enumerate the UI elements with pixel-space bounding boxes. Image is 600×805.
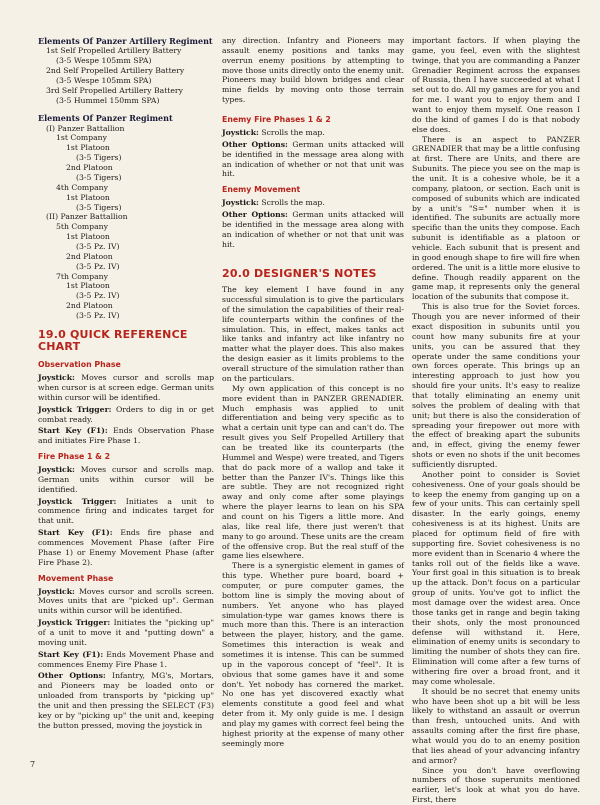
oob-panzer-list [38, 124, 214, 321]
oob-line: (II) Panzer Battallion [46, 212, 128, 222]
oob-line: (I) Panzer Battallion [46, 123, 125, 133]
oob-line: 1st Platoon [66, 192, 110, 202]
designers-notes-title: 20.0 DESIGNER'S NOTES [222, 266, 377, 280]
oob-artillery-list [38, 46, 214, 105]
oob-line: (3-5 Pz. IV) [76, 261, 120, 271]
designers-notes-paragraph: The key element I have found in any successful simulation is to give the particulars of the simulation the capabilities of their real-life counterparts within the confines of the simulation. This, in effect, makes tanks act like tanks and infantry act like infantry no matter what the player does. This also makes the design easier as it limits problems to the overall structure of the simulation rather than on the particulars. [222, 285, 404, 383]
observation-phase-title: Observation Phase [38, 360, 121, 370]
designers-notes-paragraph: Since you don't have overflowing numbers of those superunits mentioned earlier, let's look at what you do have. First, there [412, 765, 580, 805]
designers-notes-paragraph: It should be no secret that enemy units who have been shot up a bit will be less likely to withstand an assault or overrun than fresh, untouched units. And with assaults coming after the first fire phase, what would you do to an enemy position that lies ahead of your advancing infantry and armor? [412, 686, 580, 765]
oob-line: (3-5 Pz. IV) [76, 310, 120, 320]
column-middle [222, 36, 404, 749]
oob-line: 1st Platoon [66, 281, 110, 291]
oob-line: 3rd Self Propelled Artillery Battery [46, 85, 183, 95]
fire-joystick: Joystick: Moves cursor and scrolls map. German units within cursor will be identified. [38, 465, 214, 494]
oob-artillery-title: Elements Of Panzer Artillery Regiment [38, 36, 213, 46]
oob-panzer-title: Elements Of Panzer Regiment [38, 113, 173, 124]
oob-line: 2nd Platoon [66, 301, 113, 311]
designers-notes-paragraph: There is an aspect to PANZER GRENADIER that may be a little confusing at first. There are Units, and there are Subunits. The piece you see on the map is the unit. It is a cohesive whole, be it a company, platoon, or section. Each unit is composed of subunits which are indicated by a unit's "S=" number when it is identified. The subunits are actually more specific than the units they compose. Each subunit is identifiable as a platoon or vehicle. Each subunit that is present and in good enough shape to fire will fire when ordered. The unit is a little more elusive to define. Though readily apparent on the game map, it represents only the general location of the subunits that compose it. [412, 134, 580, 302]
designers-notes-paragraph: Another point to consider is Soviet cohesiveness. One of your goals should be to keep the enemy from ganging up on a few of your units. This can certainly spell disaster. In the early goings, enemy cohesiveness is at its highest. Units are placed for optimum field of fire with supporting fire. Soviet cohesiveness is no more evident than in Scenario 4 where the tanks roll out of the fields like a wave. Your first goal in this situation is to break up the attack. Don't focus on a particular group of units. You've got to inflict the most damage over the widest area. Once those tanks get in range and begin taking their shots, only the most pronounced defense will withstand it. Here, elimination of enemy units is secondary to limiting the number of shots they can fire. Elimination will come after a few turns of withering fire over a broad front, and it may come wholesale. [412, 469, 580, 686]
fire-trigger: Joystick Trigger: Initiates a unit to commence firing and indicates target for that unit. [38, 496, 215, 526]
oob-line: (3-5 Tigers) [76, 153, 122, 163]
movement-phase-title: Movement Phase [38, 573, 114, 583]
oob-line: (3-5 Wespe 105mm SPA) [56, 56, 152, 66]
movement-joystick: Joystick: Moves cursor and scrolls screen. Moves units that are "picked up". German units within cursor will be identified. [38, 586, 214, 616]
fire-phase-title: Fire Phase 1 & 2 [38, 452, 111, 462]
movement-options-continued: any direction. Infantry and Pioneers may assault enemy positions and tanks may overrun enemy positions by attempting to move those units directly onto the enemy unit. Pioneers may build blown bridges and clear mine fields by moving onto those terrain types. [222, 36, 404, 105]
column-left [38, 36, 214, 733]
observation-trigger: Joystick Trigger: Orders to dig in or get combat ready. [38, 404, 214, 424]
oob-line: 7th Company [56, 271, 108, 281]
oob-line: (3-5 Hummel 150mm SPA) [56, 95, 160, 105]
movement-startkey: Start Key (F1): Ends Movement Phase and commences Enemy Fire Phase 1. [38, 649, 214, 669]
column-right [412, 36, 580, 805]
oob-line: 2nd Platoon [66, 163, 113, 173]
oob-line: (3-5 Tigers) [76, 202, 122, 212]
movement-trigger: Joystick Trigger: Initiates the "picking up" of a unit to move it and "putting down" a moving unit. [38, 618, 215, 647]
enemy-movement-joystick: Joystick: Scrolls the map. [222, 198, 325, 208]
oob-line: 5th Company [56, 222, 108, 232]
designers-notes-paragraph: This is also true for the Soviet forces. Though you are never informed of their exact disposition in subunits until you count how many subunits fire at your units, you can be assured that they operate under the same conditions your own forces operate. This brings up an interesting approach to just how you should fire your units. It's easy to realize that totally eliminating an enemy unit solves the problem of dealing with that unit; but there is also the consideration of spreading your firepower out more with the effect of breaking apart the subunits and, in effect, giving the enemy fewer shots or even no shots if the unit becomes sufficiently disrupted. [412, 302, 580, 469]
enemy-movement-options: Other Options: German units attacked will be identified in the message area along with an indication of whether or not that unit was hit. [222, 210, 404, 249]
enemy-fire-title: Enemy Fire Phases 1 & 2 [222, 115, 331, 125]
oob-line: 1st Platoon [66, 232, 110, 242]
oob-line: 4th Company [56, 182, 108, 192]
oob-line: 1st Company [56, 133, 107, 143]
oob-line: 2nd Self Propelled Artillery Battery [46, 65, 185, 75]
enemy-fire-options: Other Options: German units attacked will be identified in the message area along with an indication of whether or not that unit was hit. [222, 139, 404, 179]
designers-notes-paragraph: important factors. If when playing the game, you feel, even with the slightest twinge, that you are commanding a Panzer Grenadier Regiment across the expanses of Russia, then I have succeeded at what I set out to do. All my games are for you and for me. I want you to enjoy them and I want to enjoy them myself. One reason I do the kind of games I do is that nobody else does. [412, 36, 580, 134]
oob-line: (3-5 Wespe 105mm SPA) [56, 75, 152, 85]
oob-line: 2nd Platoon [66, 251, 113, 261]
observation-joystick: Joystick: Moves cursor and scrolls map when cursor is at screen edge. German units within cursor will be identified. [38, 373, 214, 402]
oob-line: (3-5 Pz. IV) [76, 291, 120, 301]
oob-line: (3-5 Pz. IV) [76, 241, 120, 251]
observation-startkey: Start Key (F1): Ends Observation Phase and initiates Fire Phase 1. [38, 426, 214, 446]
page-number: 7 [30, 760, 36, 769]
movement-options: Other Options: Infantry, MG's, Mortars, and Pioneers may be loaded onto or unloaded from transports by "picking up" the unit and then pressing the SELECT (F3) key or by "picking up" the unit and, keeping the button pressed, moving the joystick in [38, 671, 214, 730]
oob-line: (3-5 Tigers) [76, 172, 122, 182]
fire-startkey: Start Key (F1): Ends fire phase and commences Movement Phase (after Fire Phase 1) or Enemy Movement Phase (after Fire Phase 2). [38, 528, 214, 567]
enemy-fire-joystick: Joystick: Scrolls the map. [222, 127, 325, 137]
designers-notes-paragraph: My own application of this concept is no more evident than in PANZER GRENADIER. Much emphasis was applied to unit differentiation and being very specific as to what a certain unit type can and can't do. The result gives you Self Propelled Artillery that can be treated like its counterparts (the Hummel and Wespe) were treated, and Tigers that do pack more of a wallop and take it better than the Panzer IV's. Things like this are subtle. They are not recognized right away and only come after some playings where the player learns to lean on his SPA and count on his Tigers a little more. And alas, like real life, there just weren't that many to go around. These units are the cream of the offensive crop. But the real stuff of the game lies elsewhere. [222, 383, 404, 561]
designers-notes-paragraph: There is a synergistic element in games of this type. Whether pure board, board + computer, or pure computer games, the bottom line is simply the moving about of numbers. Yet anyone who has played simulation-type war games knows there is much more than this. There is an interaction between the player, history, and the game. Sometimes this interaction is weak and sometimes it is intense. This can be summed up in the vaporous concept of "feel". It is obvious that some games have it and some don't. Yet nobody has cornered the market. No one has yet discovered exactly what elements constitute a good feel and what deter from it. My only guide is me. I design and play my games with correct feel being the highest priority at the expense of many other seemingly more [222, 561, 404, 748]
quick-reference-title: 19.0 QUICK REFERENCE CHART [38, 327, 188, 354]
oob-line: 1st Self Propelled Artillery Battery [46, 46, 182, 56]
enemy-movement-title: Enemy Movement [222, 185, 301, 195]
oob-line: 1st Platoon [66, 143, 110, 153]
